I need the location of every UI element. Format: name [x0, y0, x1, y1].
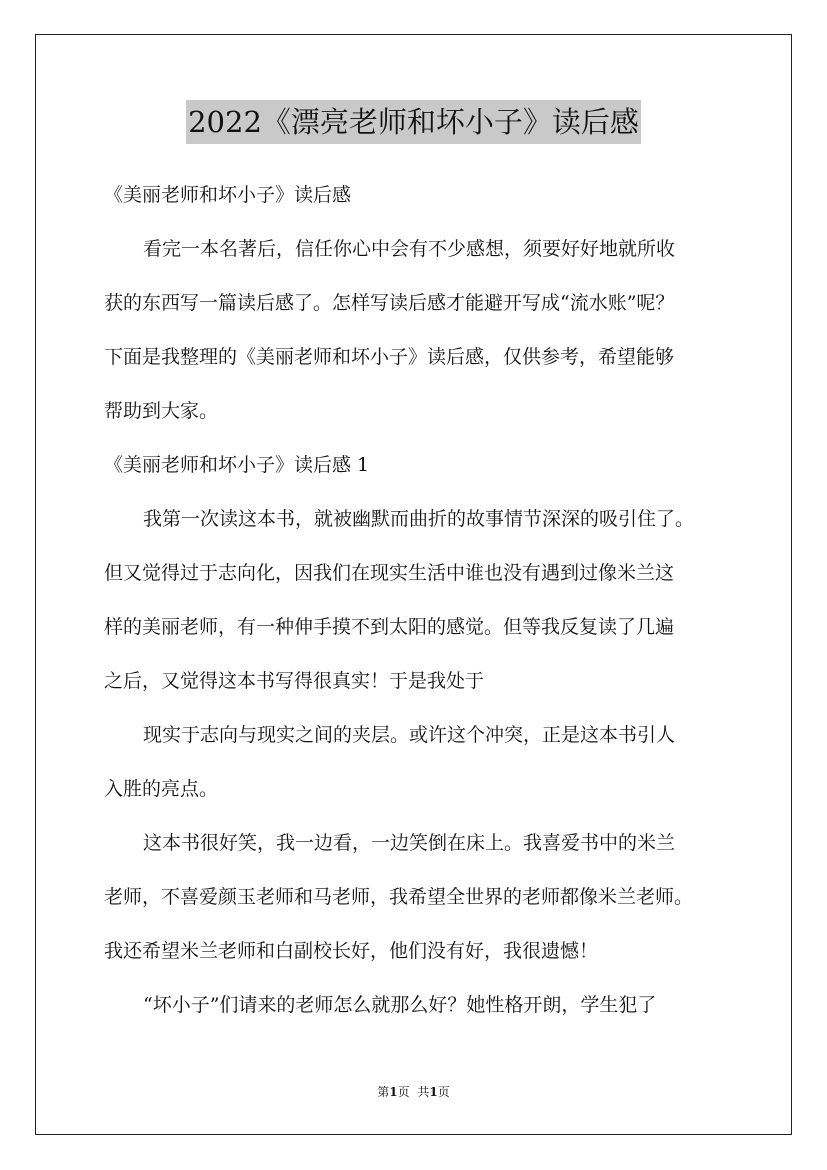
page-prefix: 第 — [377, 1085, 390, 1099]
paragraph-line: 我还希望米兰老师和白副校长好，他们没有好，我很遗憾！ — [104, 940, 599, 962]
paragraph-line: 之后，又觉得这本书写得很真实！于是我处于 — [104, 670, 485, 692]
page-footer — [0, 1084, 827, 1100]
paragraph-line: 但又觉得过于志向化，因我们在现实生活中谁也没有遇到过像米兰这 — [104, 562, 675, 584]
paragraph-line: 入胜的亮点。 — [104, 778, 219, 800]
paragraph-line: 老师，不喜爱颜玉老师和马老师，我希望全世界的老师都像米兰老师。 — [104, 886, 694, 908]
page-suffix: 页 — [397, 1085, 410, 1099]
total-prefix: 共 — [417, 1085, 430, 1099]
paragraph-line: 看完一本名著后，信任你心中会有不少感想，须要好好地就所收 — [143, 238, 676, 260]
section-heading: 《美丽老师和坏小子》读后感 1 — [104, 454, 370, 476]
paragraph-line: 帮助到大家。 — [104, 400, 219, 422]
page-current: 1 — [389, 1085, 398, 1099]
paragraph-line: 这本书很好笑，我一边看，一边笑倒在床上。我喜爱书中的米兰 — [143, 832, 676, 854]
paragraph-line: 获的东西写一篇读后感了。怎样写读后感才能避开写成“流水账”呢？ — [104, 292, 675, 314]
paragraph-line: “坏小子”们请来的老师怎么就那么好？她性格开朗，学生犯了 — [143, 994, 657, 1016]
paragraph-line: 下面是我整理的《美丽老师和坏小子》读后感，仅供参考，希望能够 — [104, 346, 675, 368]
total-suffix: 页 — [437, 1085, 450, 1099]
document-title: 2022《漂亮老师和坏小子》读后感 — [186, 100, 641, 144]
paragraph-line: 现实于志向与现实之间的夹层。或许这个冲突，正是这本书引人 — [143, 724, 676, 746]
paragraph-line: 样的美丽老师，有一种伸手摸不到太阳的感觉。但等我反复读了几遍 — [104, 616, 675, 638]
page-total: 1 — [429, 1085, 438, 1099]
paragraph-line: 我第一次读这本书，就被幽默而曲折的故事情节深深的吸引住了。 — [143, 508, 695, 530]
title-container — [0, 100, 827, 144]
section-heading: 《美丽老师和坏小子》读后感 — [104, 184, 352, 206]
